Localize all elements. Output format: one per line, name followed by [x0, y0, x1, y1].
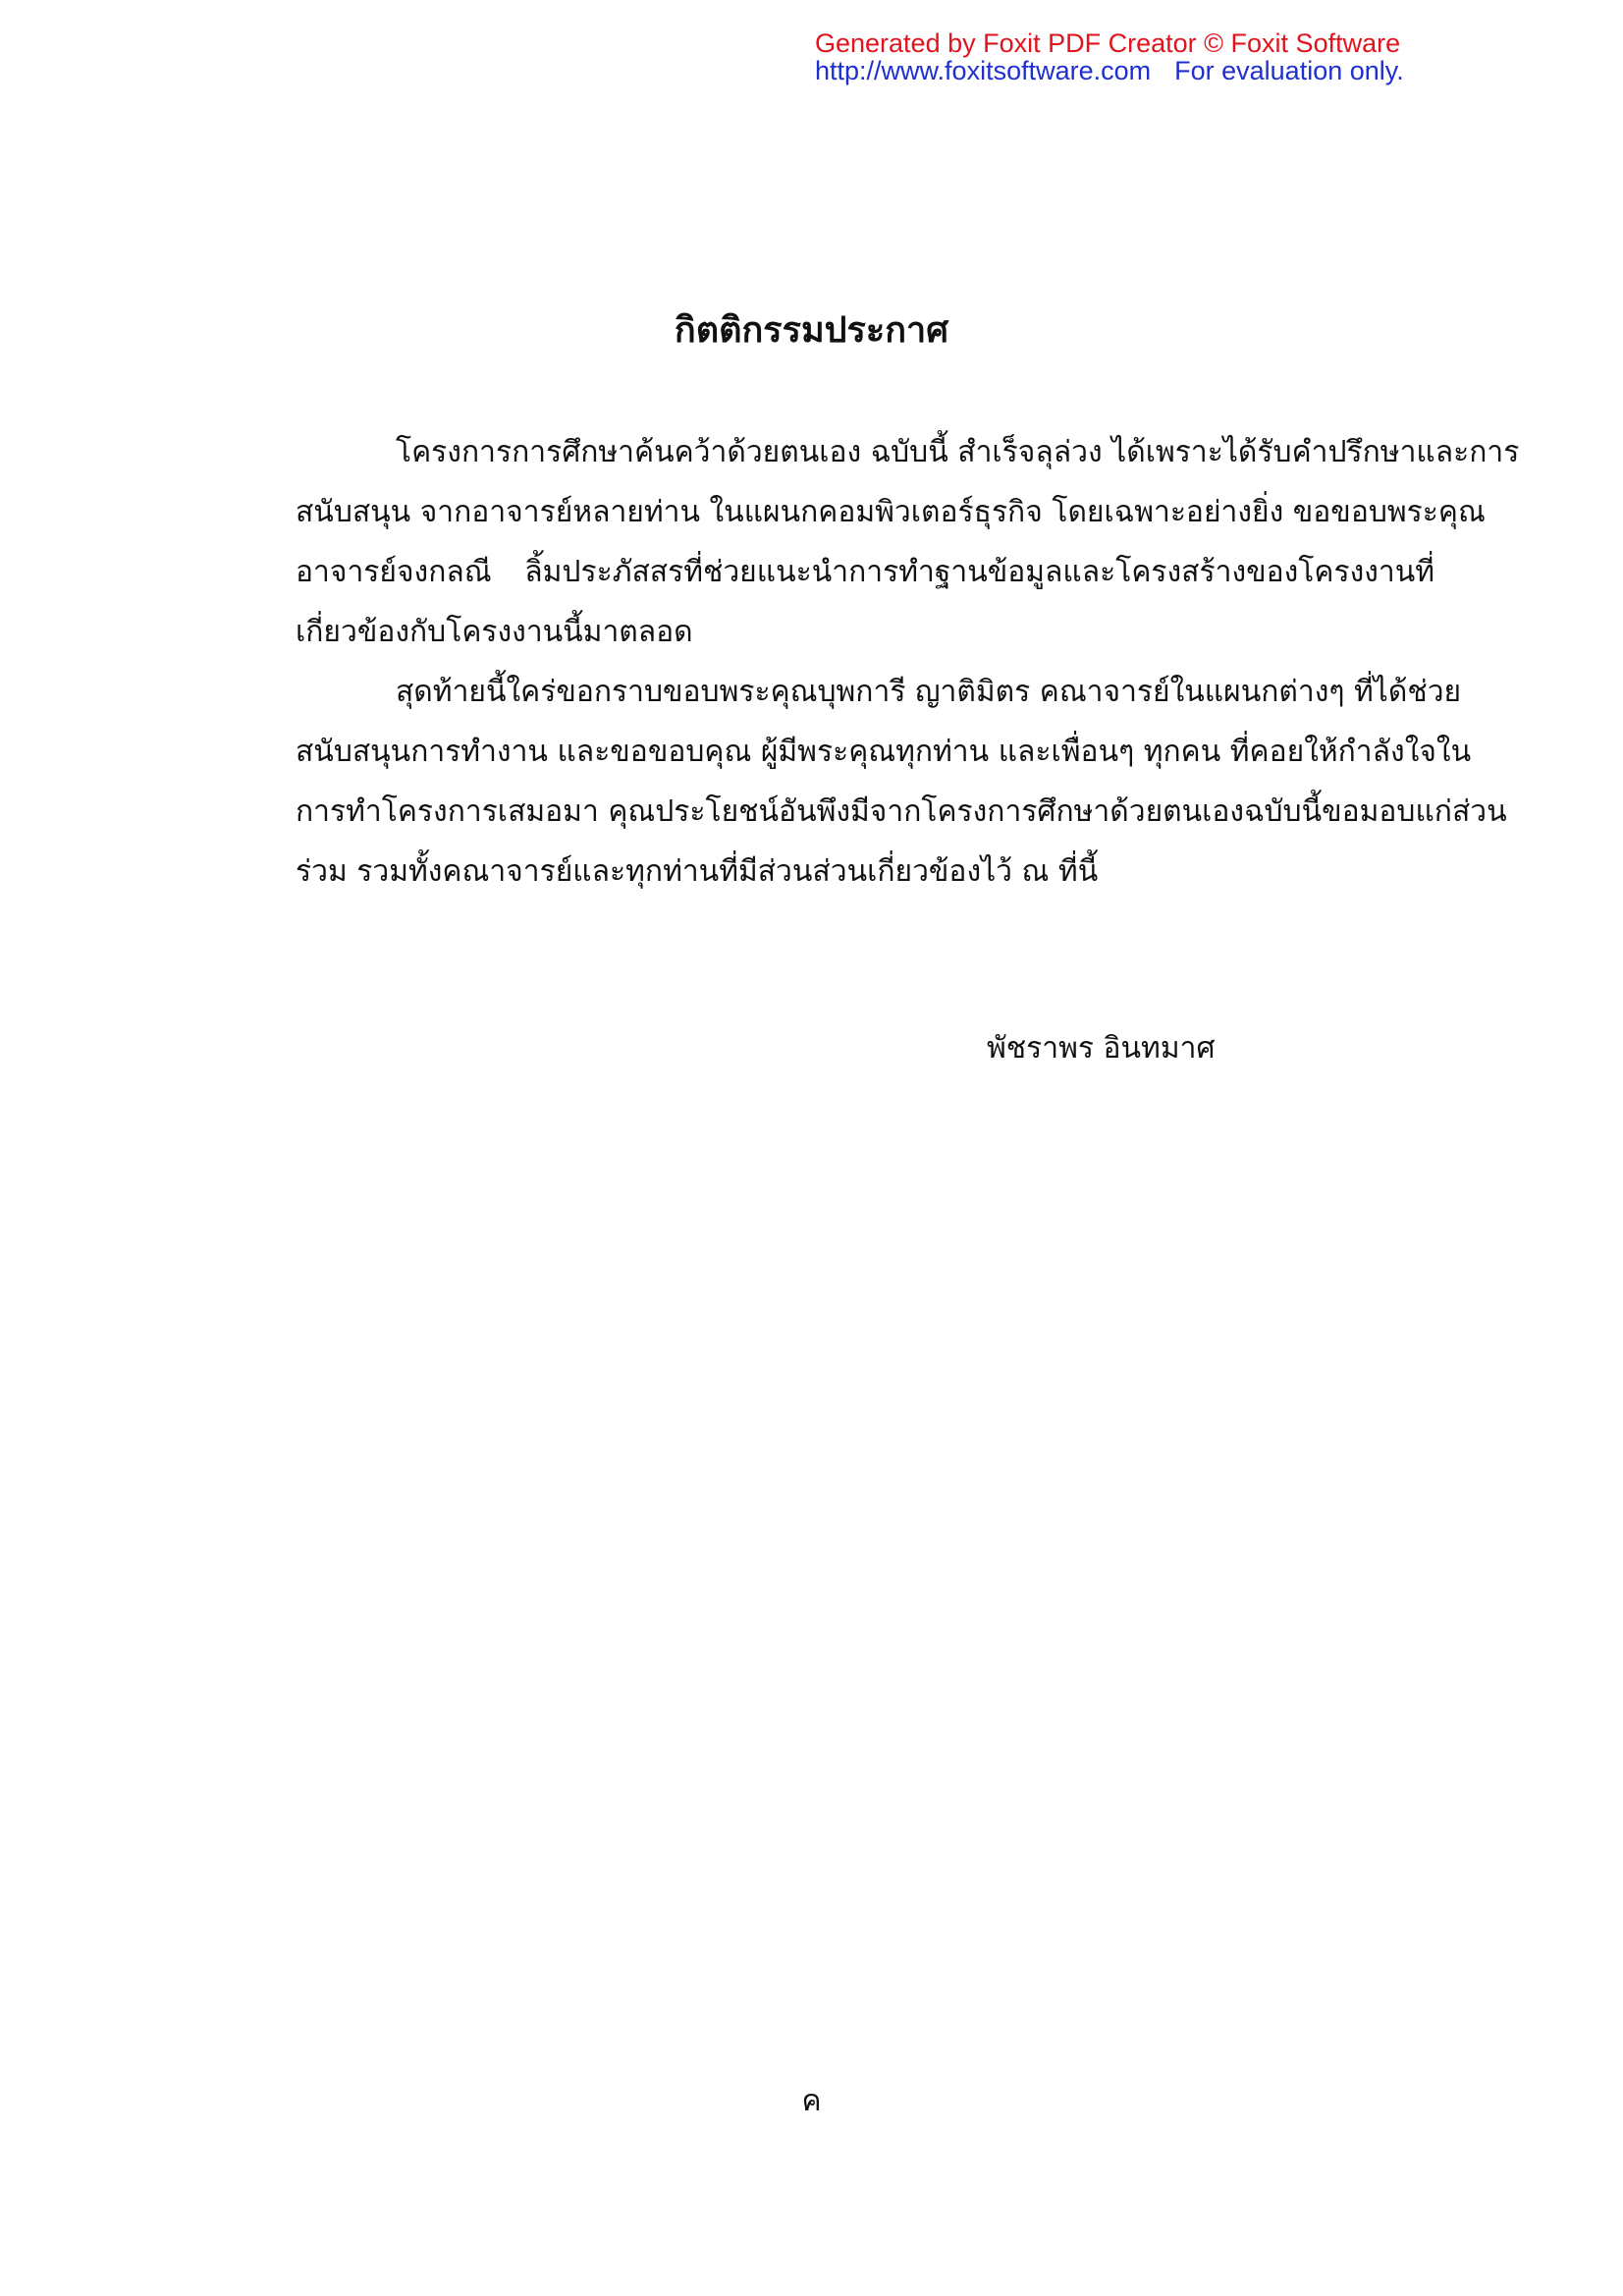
- author-signature: พัชราพร อินทมาศ: [987, 1031, 1216, 1066]
- paragraph-2-line-1: สุดท้ายนี้ใคร่ขอกราบขอบพระคุณบุพการี ญาติมิตร คณาจารย์ในแผนกต่างๆ ที่ได้ช่วย: [396, 675, 1462, 709]
- paragraph-1-line-1: โครงการการศึกษาค้นคว้าด้วยตนเอง ฉบับนี้ สำเร็จลุล่วง ได้เพราะได้รับคำปรึกษาและการ: [396, 435, 1520, 469]
- page-number: ค: [801, 2084, 822, 2118]
- paragraph-2: [296, 662, 1507, 902]
- paragraph-2-line-3: การทำโครงการเสมอมา คุณประโยชน์อันพึงมีจากโครงการศึกษาด้วยตนเองฉบับนี้ขอมอบแก่ส่วน: [296, 794, 1507, 829]
- paragraph-1-line-4: เกี่ยวข้องกับโครงงานนี้มาตลอด: [296, 615, 693, 649]
- foxit-watermark: [815, 29, 1600, 84]
- watermark-url-line: [815, 57, 1600, 84]
- page-title: กิตติกรรมประกาศ: [674, 309, 949, 351]
- acknowledgement-body: [296, 422, 1520, 902]
- paragraph-1-line-2: สนับสนุน จากอาจารย์หลายท่าน ในแผนกคอมพิวเตอร์ธุรกิจ โดยเฉพาะอย่างยิ่ง ขอขอบพระคุณ: [296, 495, 1486, 529]
- watermark-evaluation-note: For evaluation only.: [1174, 56, 1404, 85]
- paragraph-1-line-3: อาจารย์จงกลณี ลิ้มประภัสสรที่ช่วยแนะนำการทำฐานข้อมูลและโครงสร้างของโครงงานที่: [296, 555, 1434, 589]
- paragraph-2-line-4: ร่วม รวมทั้งคณาจารย์และทุกท่านที่มีส่วนส่วนเกี่ยวข้องไว้ ณ ที่นี้: [296, 854, 1099, 889]
- watermark-url-link[interactable]: http://www.foxitsoftware.com: [815, 56, 1152, 85]
- paragraph-2-line-2: สนับสนุนการทำงาน และขอขอบคุณ ผู้มีพระคุณทุกท่าน และเพื่อนๆ ทุกคน ที่คอยให้กำลังใจใน: [296, 735, 1472, 769]
- watermark-generated-line: Generated by Foxit PDF Creator © Foxit Software: [815, 28, 1401, 58]
- paragraph-1: [296, 422, 1520, 662]
